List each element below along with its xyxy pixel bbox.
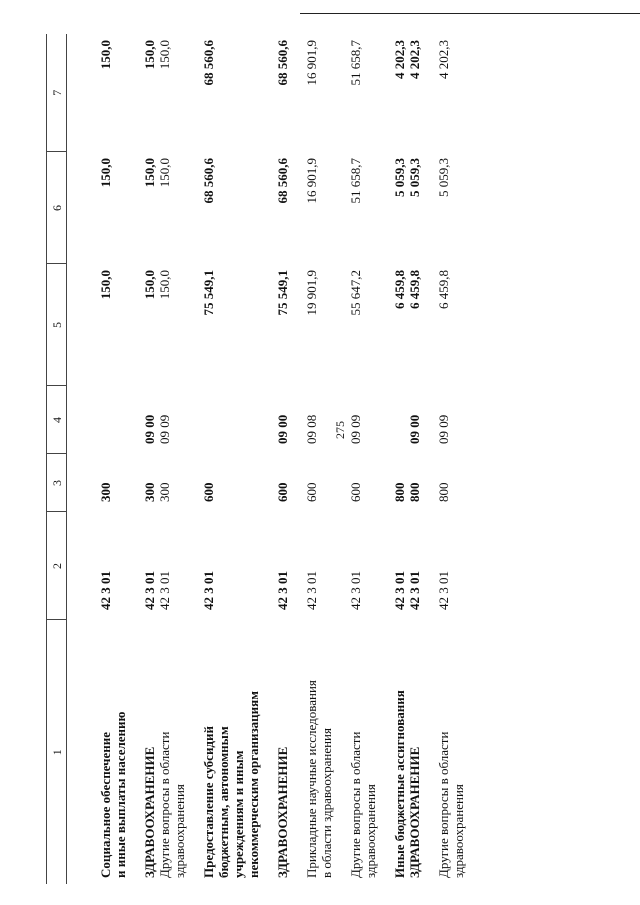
cell-text: 4 202,3 bbox=[407, 40, 422, 79]
target-article-cell bbox=[67, 512, 143, 620]
section-cell bbox=[436, 386, 466, 454]
amount-col7-cell bbox=[275, 34, 304, 152]
cell-text: 800 bbox=[436, 482, 451, 502]
cell-text: 42 3 01 bbox=[201, 571, 216, 610]
cell-text: 150,0 bbox=[142, 270, 157, 300]
amount-col5-cell bbox=[201, 264, 275, 386]
expense-type-cell bbox=[436, 454, 466, 512]
cell-text: 75 549,1 bbox=[201, 270, 216, 316]
row-name-cell bbox=[157, 620, 201, 884]
column-number: 4 bbox=[47, 386, 67, 454]
expense-type-cell bbox=[407, 454, 436, 512]
cell-text: Другие вопросы в области bbox=[348, 731, 363, 878]
expense-type-cell bbox=[142, 454, 157, 512]
amount-col6-cell bbox=[407, 152, 436, 264]
expense-type-cell bbox=[304, 454, 348, 512]
amount-col5-cell bbox=[407, 264, 436, 386]
cell-text: учреждениям и иным bbox=[231, 750, 246, 878]
cell-text: ЗДРАВООХРАНЕНИЕ bbox=[407, 746, 422, 878]
cell-text: 55 647,2 bbox=[348, 270, 363, 316]
cell-text: бюджетным, автономным bbox=[216, 726, 231, 878]
cell-text: 6 459,8 bbox=[436, 270, 451, 309]
cell-text: 800 bbox=[407, 482, 422, 502]
target-article-cell bbox=[157, 512, 201, 620]
cell-text: 42 3 01 bbox=[436, 571, 451, 610]
cell-text: некоммерческим организациям bbox=[246, 690, 261, 878]
row-name-cell bbox=[304, 620, 348, 884]
amount-col7-cell bbox=[436, 34, 466, 152]
cell-text: 42 3 01 bbox=[304, 571, 319, 610]
amount-col6-cell bbox=[157, 152, 201, 264]
cell-text: 42 3 01 bbox=[407, 571, 422, 610]
section-cell bbox=[201, 386, 275, 454]
table-row bbox=[67, 34, 143, 884]
column-number: 1 bbox=[47, 620, 67, 884]
expense-type-cell bbox=[201, 454, 275, 512]
cell-text: 09 09 bbox=[348, 414, 363, 444]
target-article-cell bbox=[142, 512, 157, 620]
cell-text: 42 3 01 bbox=[142, 571, 157, 610]
target-article-cell bbox=[436, 512, 466, 620]
cell-text: 16 901,9 bbox=[304, 40, 319, 86]
cell-text: здравоохранения bbox=[363, 784, 378, 878]
cell-text: 6 459,8 bbox=[407, 270, 422, 309]
cell-text: в области здравоохранения bbox=[319, 728, 334, 878]
row-name-cell bbox=[407, 620, 436, 884]
column-number-row bbox=[47, 34, 67, 884]
amount-col5-cell bbox=[304, 264, 348, 386]
cell-text: 300 bbox=[157, 482, 172, 502]
amount-col7-cell bbox=[392, 34, 407, 152]
amount-col7-cell bbox=[407, 34, 436, 152]
amount-col6-cell bbox=[348, 152, 392, 264]
table-body bbox=[67, 34, 467, 884]
row-name-cell bbox=[436, 620, 466, 884]
table-row bbox=[348, 34, 392, 884]
column-number: 6 bbox=[47, 152, 67, 264]
section-cell bbox=[348, 386, 392, 454]
cell-text: 68 560,6 bbox=[275, 158, 290, 204]
target-article-cell bbox=[392, 512, 407, 620]
cell-text: 600 bbox=[304, 482, 319, 502]
cell-text: 300 bbox=[98, 482, 113, 502]
column-number: 5 bbox=[47, 264, 67, 386]
amount-col7-cell bbox=[142, 34, 157, 152]
table-row bbox=[201, 34, 275, 884]
cell-text: 150,0 bbox=[157, 40, 172, 70]
cell-text: 5 059,3 bbox=[436, 158, 451, 197]
cell-text: 09 00 bbox=[142, 414, 157, 444]
section-cell bbox=[142, 386, 157, 454]
section-cell bbox=[304, 386, 348, 454]
amount-col7-cell bbox=[67, 34, 143, 152]
cell-text: 51 658,7 bbox=[348, 40, 363, 86]
cell-text: 600 bbox=[201, 482, 216, 502]
target-article-cell bbox=[201, 512, 275, 620]
column-number: 7 bbox=[47, 34, 67, 152]
row-name-cell bbox=[392, 620, 407, 884]
cell-text: 4 202,3 bbox=[436, 40, 451, 79]
cell-text: 600 bbox=[275, 482, 290, 502]
budget-table bbox=[46, 34, 466, 884]
amount-col5-cell bbox=[436, 264, 466, 386]
top-rule bbox=[300, 13, 640, 14]
cell-text: и иные выплаты населению bbox=[113, 711, 128, 878]
amount-col6-cell bbox=[392, 152, 407, 264]
cell-text: 42 3 01 bbox=[98, 571, 113, 610]
cell-text: 09 09 bbox=[157, 414, 172, 444]
target-article-cell bbox=[407, 512, 436, 620]
amount-col7-cell bbox=[157, 34, 201, 152]
cell-text: 42 3 01 bbox=[275, 571, 290, 610]
cell-text: Другие вопросы в области bbox=[157, 731, 172, 878]
row-name-cell bbox=[348, 620, 392, 884]
amount-col6-cell bbox=[67, 152, 143, 264]
cell-text: Предоставление субсидий bbox=[201, 726, 216, 878]
cell-text: Прикладные научные исследования bbox=[304, 680, 319, 878]
amount-col6-cell bbox=[275, 152, 304, 264]
cell-text: 600 bbox=[348, 482, 363, 502]
cell-text: 150,0 bbox=[98, 270, 113, 300]
cell-text: здравоохранения bbox=[172, 784, 187, 878]
amount-col5-cell bbox=[275, 264, 304, 386]
cell-text: 09 09 bbox=[436, 414, 451, 444]
target-article-cell bbox=[348, 512, 392, 620]
column-number: 3 bbox=[47, 454, 67, 512]
table-row bbox=[142, 34, 157, 884]
section-cell bbox=[67, 386, 143, 454]
cell-text: 75 549,1 bbox=[275, 270, 290, 316]
expense-type-cell bbox=[275, 454, 304, 512]
amount-col6-cell bbox=[304, 152, 348, 264]
cell-text: 09 00 bbox=[275, 414, 290, 444]
table-row bbox=[157, 34, 201, 884]
cell-text: 300 bbox=[142, 482, 157, 502]
section-cell bbox=[392, 386, 407, 454]
cell-text: 16 901,9 bbox=[304, 158, 319, 204]
cell-text: Иные бюджетные ассигнования bbox=[392, 690, 407, 878]
row-name-cell bbox=[201, 620, 275, 884]
cell-text: 42 3 01 bbox=[157, 571, 172, 610]
table-row bbox=[304, 34, 348, 884]
table-row bbox=[392, 34, 407, 884]
expense-type-cell bbox=[67, 454, 143, 512]
cell-text: 800 bbox=[392, 482, 407, 502]
cell-text: 150,0 bbox=[98, 158, 113, 188]
cell-text: 51 658,7 bbox=[348, 158, 363, 204]
expense-type-cell bbox=[348, 454, 392, 512]
cell-text: здравоохранения bbox=[451, 784, 466, 878]
amount-col7-cell bbox=[348, 34, 392, 152]
expense-type-cell bbox=[392, 454, 407, 512]
cell-text: 150,0 bbox=[98, 40, 113, 70]
cell-text: 68 560,6 bbox=[201, 158, 216, 204]
amount-col7-cell bbox=[304, 34, 348, 152]
cell-text: 4 202,3 bbox=[392, 40, 407, 79]
cell-text: ЗДРАВООХРАНЕНИЕ bbox=[275, 746, 290, 878]
table-row bbox=[275, 34, 304, 884]
cell-text: 09 00 bbox=[407, 414, 422, 444]
row-name-cell bbox=[275, 620, 304, 884]
amount-col5-cell bbox=[67, 264, 143, 386]
section-cell bbox=[407, 386, 436, 454]
cell-text: 68 560,6 bbox=[275, 40, 290, 86]
cell-text: 150,0 bbox=[142, 40, 157, 70]
cell-text: ЗДРАВООХРАНЕНИЕ bbox=[142, 746, 157, 878]
amount-col5-cell bbox=[348, 264, 392, 386]
expense-type-cell bbox=[157, 454, 201, 512]
cell-text: 68 560,6 bbox=[201, 40, 216, 86]
page-number: 275 bbox=[333, 421, 347, 439]
row-name-cell bbox=[67, 620, 143, 884]
amount-col6-cell bbox=[436, 152, 466, 264]
cell-text: 42 3 01 bbox=[348, 571, 363, 610]
target-article-cell bbox=[304, 512, 348, 620]
amount-col6-cell bbox=[201, 152, 275, 264]
cell-text: 19 901,9 bbox=[304, 270, 319, 316]
table-row bbox=[407, 34, 436, 884]
cell-text: 09 08 bbox=[304, 414, 319, 444]
cell-text: Другие вопросы в области bbox=[436, 731, 451, 878]
cell-text: Социальное обеспечение bbox=[98, 732, 113, 878]
cell-text: 42 3 01 bbox=[392, 571, 407, 610]
section-cell bbox=[157, 386, 201, 454]
amount-col5-cell bbox=[157, 264, 201, 386]
target-article-cell bbox=[275, 512, 304, 620]
amount-col5-cell bbox=[142, 264, 157, 386]
budget-table-rotated bbox=[46, 34, 606, 884]
amount-col5-cell bbox=[392, 264, 407, 386]
amount-col7-cell bbox=[201, 34, 275, 152]
cell-text: 150,0 bbox=[157, 270, 172, 300]
row-name-cell bbox=[142, 620, 157, 884]
cell-text: 150,0 bbox=[142, 158, 157, 188]
cell-text: 5 059,3 bbox=[392, 158, 407, 197]
column-number: 2 bbox=[47, 512, 67, 620]
section-cell bbox=[275, 386, 304, 454]
cell-text: 150,0 bbox=[157, 158, 172, 188]
table-row bbox=[436, 34, 466, 884]
cell-text: 5 059,3 bbox=[407, 158, 422, 197]
amount-col6-cell bbox=[142, 152, 157, 264]
cell-text: 6 459,8 bbox=[392, 270, 407, 309]
